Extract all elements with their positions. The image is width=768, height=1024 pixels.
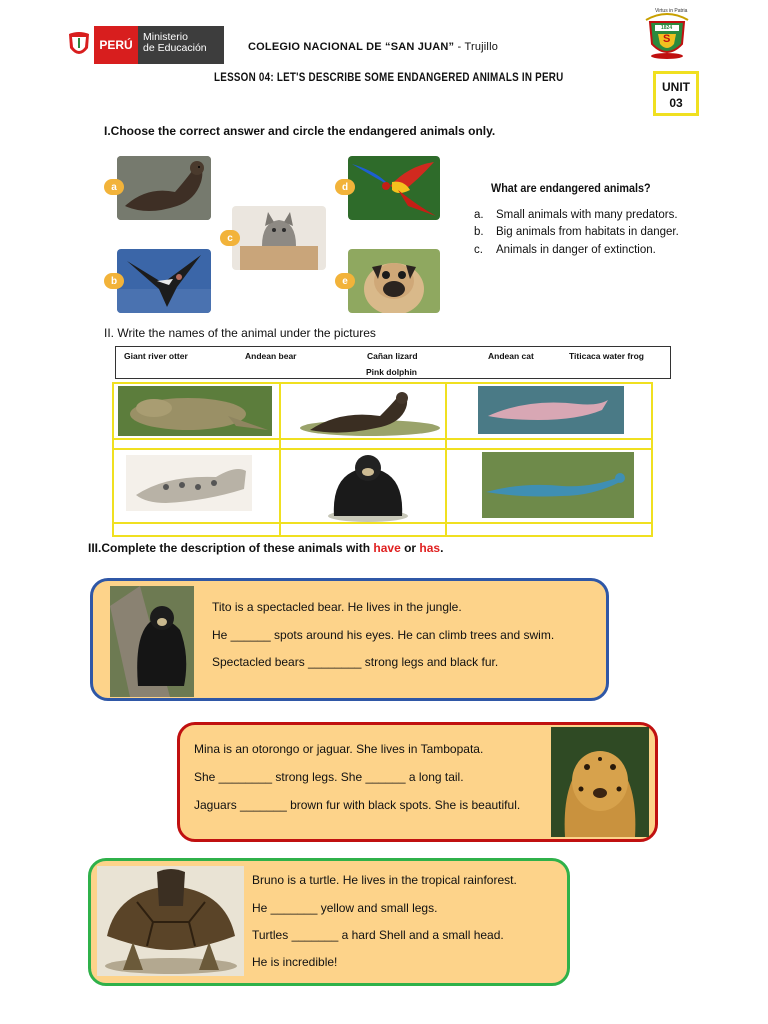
story-3-line-4: He is incredible! [252,955,338,969]
grid-photo-otter [290,388,440,436]
grid-photo-cat [126,455,252,511]
bear-icon [322,452,414,522]
jaguar-icon [551,727,649,837]
animal-photo-b[interactable] [117,249,211,313]
grid-photo-bear [322,452,414,522]
word-bank [115,346,671,379]
condor-icon [117,249,211,313]
grid-photo-dolphin [478,386,624,434]
word-bank-item: Cañan lizard [367,351,418,361]
cat-icon [232,206,326,270]
peru-label: PERÚ [94,26,138,64]
story-3-line-2[interactable]: He _______ yellow and small legs. [252,901,438,915]
story-1-line-3[interactable]: Spectacled bears ________ strong legs and black fur. [212,655,499,669]
story-photo-bear [110,586,194,697]
lesson-title: LESSON 04: LET'S DESCRIBE SOME ENDANGERED ANIMALS IN PERU [214,70,564,84]
option-a[interactable]: a. Small animals with many predators. [474,209,678,221]
otter-icon [290,388,440,436]
animal-photo-e[interactable] [348,249,440,313]
option-c[interactable]: c. Animals in danger of extinction. [474,244,656,256]
section-2-title: II. Write the names of the animal under the pictures [104,326,376,340]
story-2-line-2[interactable]: She ________ strong legs. She ______ a long tail. [194,770,464,784]
question-title: What are endangered animals? [491,181,651,195]
animal-photo-c[interactable] [232,206,326,270]
ministry-label: Ministerio de Educación [138,26,224,64]
frog-icon [118,386,272,436]
section-1-title: I.Choose the correct answer and circle the endangered animals only. [104,124,496,138]
animal-photo-d[interactable] [348,156,440,220]
macaw-icon [348,156,440,220]
story-3-line-1: Bruno is a turtle. He lives in the tropical rainforest. [252,873,517,887]
school-crest-icon: Virtus in Patria 1824 S [640,10,694,60]
turtle-icon [97,866,244,976]
school-title: COLEGIO NACIONAL DE “SAN JUAN” - Trujillo [248,41,499,53]
story-photo-jaguar [551,727,649,837]
grid-photo-lizard [482,452,634,518]
lizard-icon [482,452,634,518]
andean-cat-icon [126,455,252,511]
word-bank-item: Titicaca water frog [569,351,644,361]
peru-shield-icon [64,26,94,64]
word-bank-item: Andean cat [488,351,534,361]
story-3-line-3[interactable]: Turtles _______ a hard Shell and a small head. [252,928,504,942]
story-1-line-2[interactable]: He ______ spots around his eyes. He can climb trees and swim. [212,628,555,642]
badge-a: a [104,179,124,195]
word-bank-item: Andean bear [245,351,297,361]
bear-cub-icon [110,586,194,697]
unit-badge: UNIT 03 [653,71,699,116]
story-photo-turtle [97,866,244,976]
badge-c: c [220,230,240,246]
option-b[interactable]: b. Big animals from habitats in danger. [474,226,679,238]
animal-photo-a[interactable] [117,156,211,220]
story-1-line-1: Tito is a spectacled bear. He lives in the jungle. [212,600,462,614]
section-3-title: III.Complete the description of these animals with have or has. [88,541,444,555]
badge-d: d [335,179,355,195]
ministry-logo [64,26,224,64]
story-2-line-1: Mina is an otorongo or jaguar. She lives in Tambopata. [194,742,484,756]
grid-photo-frog [118,386,272,436]
otter-icon [117,156,211,220]
word-bank-item: Pink dolphin [366,367,417,377]
pug-icon [348,249,440,313]
dolphin-icon [478,386,624,434]
badge-e: e [335,273,355,289]
badge-b: b [104,273,124,289]
word-bank-item: Giant river otter [124,351,188,361]
story-2-line-3[interactable]: Jaguars _______ brown fur with black spots. She is beautiful. [194,798,521,812]
